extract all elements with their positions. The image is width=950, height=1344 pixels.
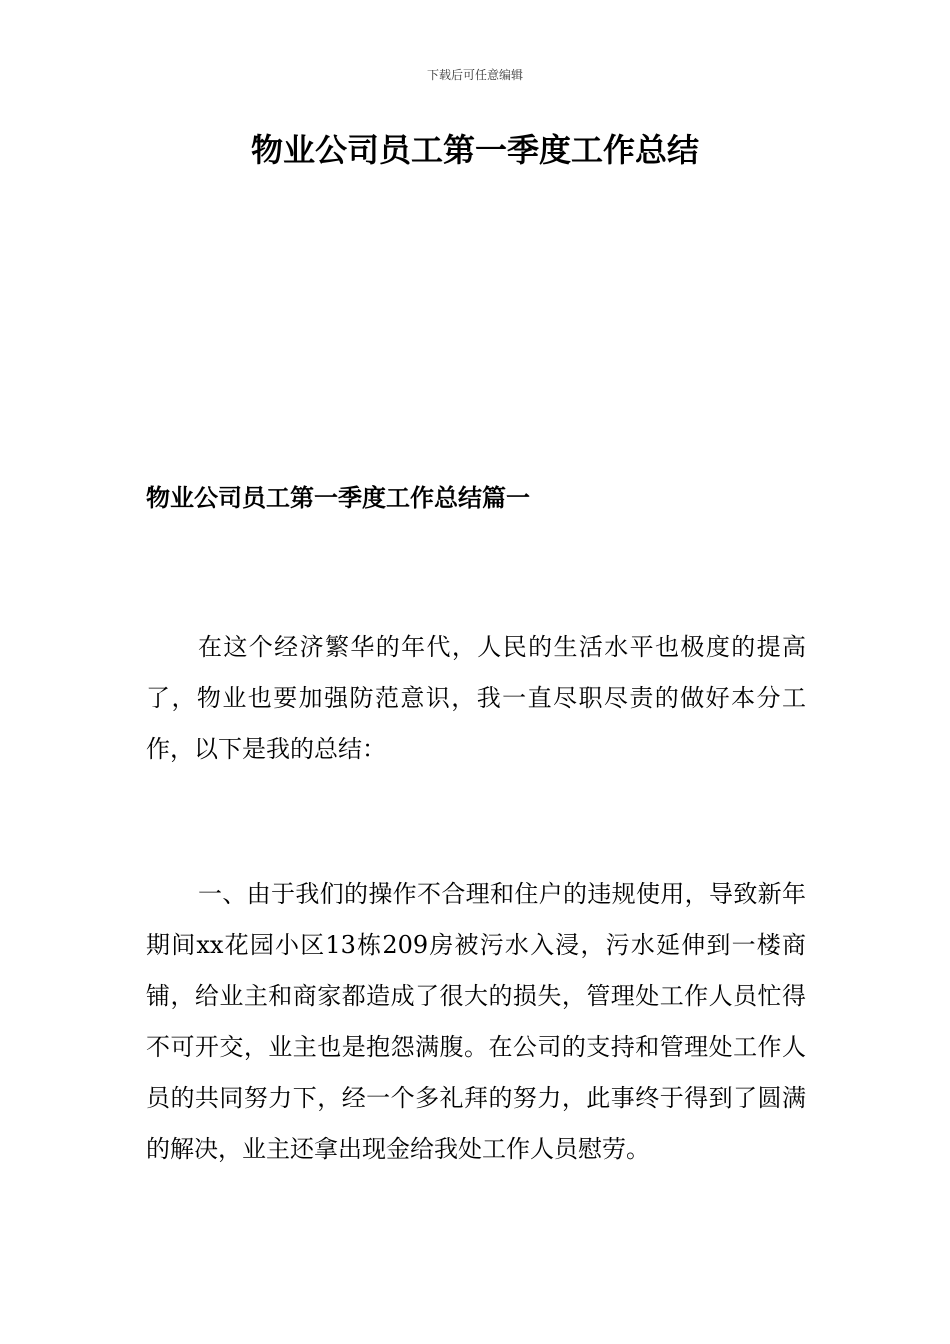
paragraph-item-one: 一、由于我们的操作不合理和住户的违规使用，导致新年期间xx花园小区13栋209房被污水入浸，污水延伸到一楼商铺，给业主和商家都造成了很大的损失，管理处工作人员忙得不可开交，业主也是抱怨满腹。在公司的支持和管理处工作人员的共同努力下，经一个多礼拜的努力，此事终于得到了圆满的解决，业主还拿出现金给我处工作人员慰劳。: [146, 880, 806, 1163]
paragraph-intro: 在这个经济繁华的年代，人民的生活水平也极度的提高了，物业也要加强防范意识，我一直尽职尽责的做好本分工作，以下是我的总结：: [146, 633, 806, 763]
document-title: 物业公司员工第一季度工作总结: [250, 131, 699, 169]
section-heading: 物业公司员工第一季度工作总结篇一: [146, 483, 530, 512]
header-note: 下载后可任意编辑: [426, 68, 523, 82]
